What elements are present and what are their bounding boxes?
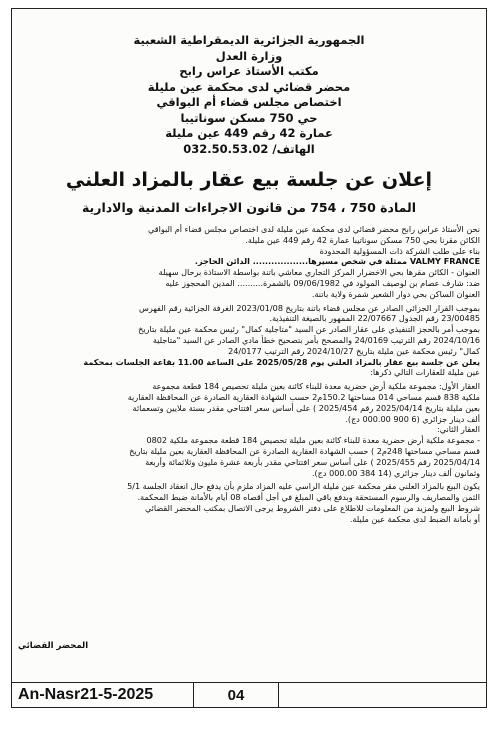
body-line: قسم مساحي مساحتها 248م2 ) حسب الشهادة العقارية الصادرة عن المحافظة العقارية بعين مليلة بتاريخ	[129, 445, 480, 456]
letterhead-line: عمارة 42 رقم 449 عين مليلة	[165, 126, 333, 140]
body-line: العقار الأول: مجموعة ملكية أرض حضرية معدة للبناء كائنة بعين مليلة تحصيص 184 قطعة مجموعة	[152, 381, 480, 392]
notice-title: إعلان عن جلسة بيع عقار بالمزاد العلني	[65, 169, 433, 191]
body-line: ضد: شارف عصام بن لوصيف المولود في 09/06/1982 بالشمرة.......... المدين المحجوز عليه	[165, 277, 480, 288]
letterhead-line: محضر قضائي لدى محكمة عين مليلة	[147, 79, 351, 94]
body-line: عين مليلة للعقارات التالي ذكرها:	[370, 367, 480, 378]
letterhead-line: الهاتف/ 032.50.53.02	[183, 141, 315, 156]
body-line: الكائن مقرنا بحي 750 مسكن سوناتيبا عمارة 42 رقم 449 عين مليلة.	[245, 234, 480, 245]
body-line: نحن الأستاذ عراس رابح محضر قضائي لدى محكمة عين مليلة لدى اختصاص مجلس قضاء أم البواقي	[147, 224, 480, 234]
notice-body	[12, 224, 486, 525]
letterhead	[12, 9, 486, 157]
publication-date: An-Nasr21-5-2025	[12, 683, 194, 707]
body-line: بعين مليلة بتاريخ 2025/04/14 رقم 2025/454 ) على أساس سعر افتتاحي مقدر بستة ملايين وتسعمائة	[132, 402, 480, 413]
body-line: بناء على طلب الشركة ذات المسؤولية المحدودة	[319, 245, 480, 256]
body-line: يكون البيع بالمزاد العلني مقر محكمة عين مليلة الراسي عليه المزاد ملزم بأن يدفع حال انعقاد الجلسة 5/1	[127, 481, 480, 492]
signature-label: المحضر القضائي	[18, 641, 89, 651]
body-line: العنوان الساكن بحي دوار الشعير شمرة ولاية باتنة.	[311, 288, 480, 299]
body-line: ملكية 838 قسم مساحي 014 مساحتها 150.2م2 حسب الشهادة العقارية الصادرة عن المحافظة العقارية	[127, 391, 480, 402]
body-line: أو بأمانة الضبط لدى محكمة عين مليلة.	[349, 513, 480, 524]
letterhead-line: وزارة العدل	[215, 48, 283, 63]
body-line: وثمانون ألف دينار جزائري (14 384 000.00 دج).	[311, 467, 480, 478]
body-line: كمال" رئيس محكمة عين مليلة بتاريخ 2024/10/27 رقم الترتيب 24/0177	[228, 345, 480, 356]
letterhead-line: الجمهورية الجزائرية الديمقراطية الشعبية	[133, 33, 365, 47]
body-line: 2025/04/14 رقم 2025/455 ) على أساس سعر افتتاحي مقدر بأربعة عشرة مليون وثلاثمائة وأربعة	[145, 456, 480, 467]
letterhead-line: حي 750 مسكن سوناتيبا	[180, 110, 318, 125]
body-line: العنوان - الكائن مقرها بحي الاخضرار المركز التجاري معاشي باتنة بواسطة الاستاذة برحال سهيلة	[158, 267, 480, 278]
body-line: الثمن والمصاريف والرسوم المستحقة وبدفع باقي المبلغ في أجل أقصاه 08 أيام بالأمانة ضبط المحكمة.	[137, 492, 480, 503]
page-footer	[12, 682, 486, 707]
body-line: العقار الثاني:	[436, 424, 480, 435]
letterhead-line: اختصاص مجلس قضاء أم البواقي	[156, 95, 342, 109]
body-line: بموجب أمر بالحجز التنفيذي على عقار الصادر عن السيد "متاجلية كمال" رئيس محكمة عين مليلة بتاريخ	[138, 324, 480, 335]
letterhead-line: مكتب الأستاذ عراس رابح	[179, 64, 319, 78]
page-number: 04	[194, 683, 279, 707]
body-line: يعلن عن جلسة بيع عقار بالمزاد العلني يوم 2025/05/28 على الساعة 11.00 بقاعة الجلسات بمحكمة	[83, 356, 480, 367]
body-line: ألف دينار جزائري (6 900 000.00 دج).	[345, 413, 480, 424]
notice-subtitle: المادة 750 ، 754 من قانون الاجراءات المدنية والادارية	[81, 200, 417, 215]
legal-notice-page	[11, 8, 487, 708]
body-line: بموجب القرار الجزائي الصادر عن مجلس قضاء باتنة بتاريخ 2023/01/08 الغرفة الجزائية رقم الفهرس	[138, 302, 480, 313]
body-line: - مجموعة ملكية أرض حضرية معدة للبناء كائنة بعين مليلة تحصيص 184 قطعة مجموعة ملكية 0802	[146, 435, 480, 446]
body-line: 2024/10/16 رقم الترتيب 24/0169 والمصحح بأمر بتصحيح خطأ مادي الصادر عن السيد "متاجلية	[152, 334, 480, 345]
body-line: 23/00485 رقم الجدول 22/07667 الممهور بالصيغة التنفيذية.	[269, 313, 480, 324]
body-line: VALMY FRANCE ممثلة في شخص مسيرها.................. الدائن الحاجز.	[194, 256, 480, 267]
body-line: شروط البيع ولمزيد من المعلومات للاطلاع على دفتر الشروط يرجى الاتصال بمكتب المحضر القضائي	[144, 502, 480, 513]
